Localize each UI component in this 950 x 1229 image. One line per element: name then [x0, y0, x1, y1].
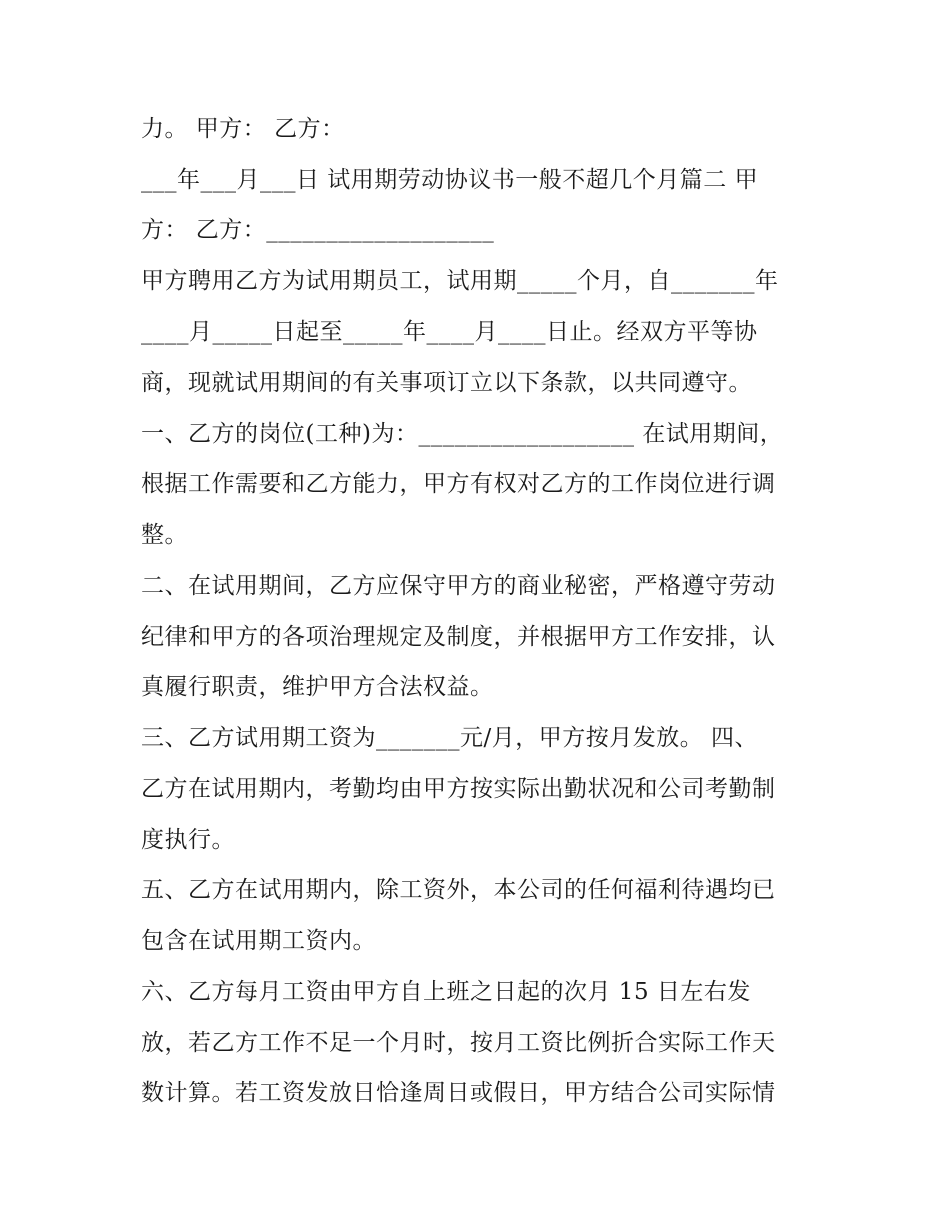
text-line: 力。 甲方： 乙方：	[141, 116, 345, 142]
text-line: ____月_____日起至_____年____月____日止。经双方平等协	[141, 319, 758, 345]
text-line: 三、乙方试用期工资为_______元/月，甲方按月发放。 四、	[141, 725, 759, 751]
text-line: 根据工作需要和乙方能力，甲方有权对乙方的工作岗位进行调	[141, 471, 776, 497]
text-line: 数计算。若工资发放日恰逢周日或假日，甲方结合公司实际情	[141, 1080, 776, 1106]
text-line: 真履行职责，维护甲方合法权益。	[141, 674, 494, 700]
text-line: 商，现就试用期间的有关事项订立以下条款，以共同遵守。	[141, 370, 752, 396]
text-line: 整。	[141, 522, 188, 548]
text-line: 方： 乙方：___________________	[141, 217, 495, 243]
text-line: 二、在试用期间，乙方应保守甲方的商业秘密，严格遵守劳动	[141, 573, 776, 599]
text-line: 一、乙方的岗位(工种)为：__________________ 在试用期间，	[141, 421, 784, 447]
text-line: 包含在试用期工资内。	[141, 928, 376, 954]
text-line: 乙方在试用期内，考勤均由甲方按实际出勤状况和公司考勤制	[141, 776, 776, 802]
text-line: 六、乙方每月工资由甲方自上班之日起的次月 15 日左右发	[141, 979, 751, 1005]
text-line: 纪律和甲方的各项治理规定及制度，并根据甲方工作安排，认	[141, 624, 776, 650]
text-line: 放，若乙方工作不足一个月时，按月工资比例折合实际工作天	[141, 1030, 776, 1056]
text-line: 度执行。	[141, 827, 235, 853]
text-line: 甲方聘用乙方为试用期员工，试用期_____个月，自_______年	[141, 268, 779, 294]
text-line: ___年___月___日 试用期劳动协议书一般不超几个月篇二 甲	[141, 167, 759, 193]
text-line: 五、乙方在试用期内，除工资外，本公司的任何福利待遇均已	[141, 877, 776, 903]
